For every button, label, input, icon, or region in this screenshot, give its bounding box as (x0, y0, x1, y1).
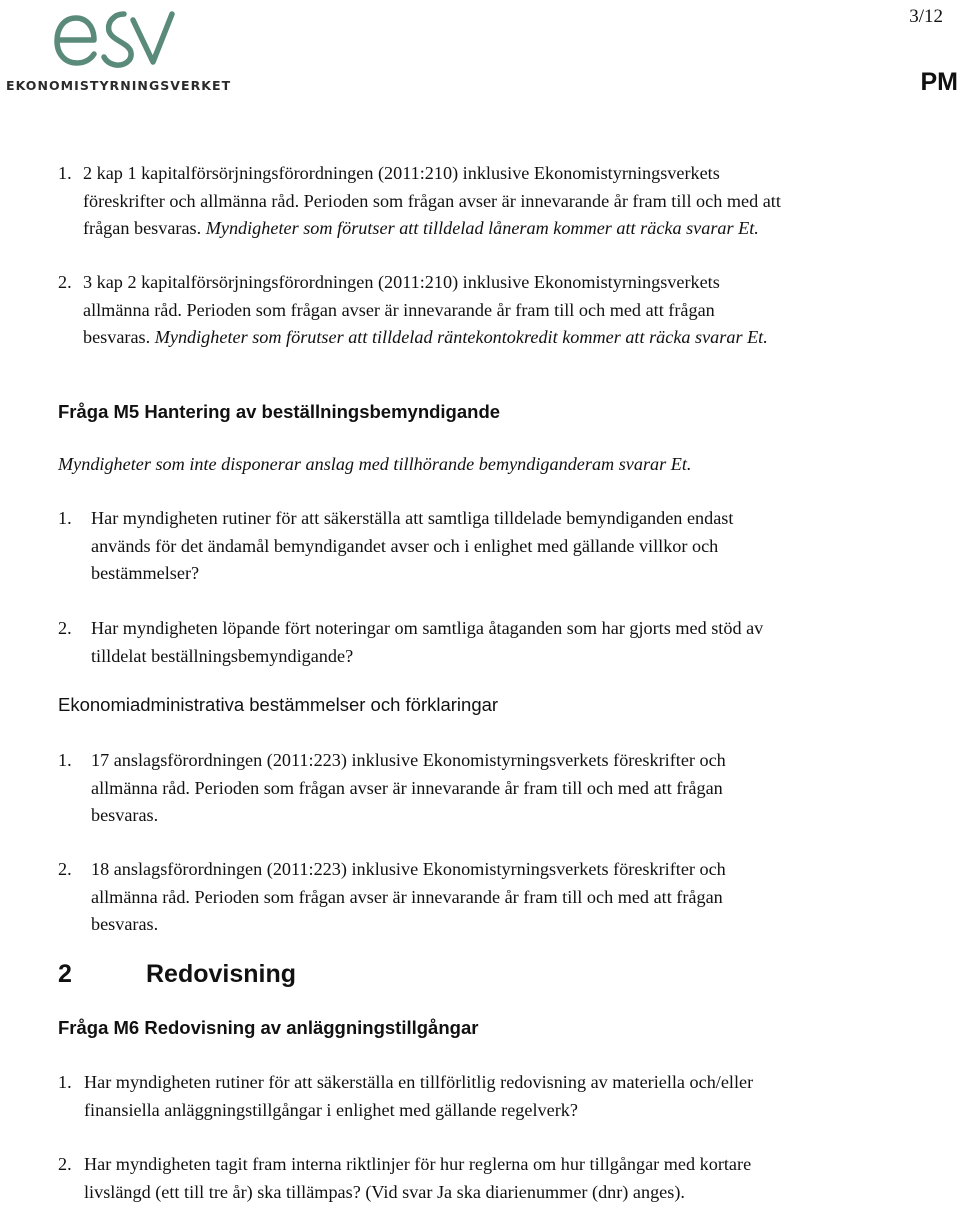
item-italic-note: Myndigheter som förutser att tilldelad låneram kommer att räcka svarar Et. (201, 218, 759, 238)
item-number: 1. (58, 160, 72, 188)
page-number: 3/12 (909, 6, 943, 28)
item-line: Har myndigheten rutiner för att säkerställa en tillförlitlig redovisning av materiella och/eller (84, 1069, 944, 1097)
item-line: Har myndigheten rutiner för att säkerställa att samtliga tilldelade bemyndiganden endast (91, 505, 951, 533)
applicability-note: Myndigheter som inte disponerar anslag med tillhörande bemyndiganderam svarar Et. (58, 451, 691, 479)
item-number: 1. (58, 747, 72, 775)
item-line: livslängd (ett till tre år) ska tillämpas? (Vid svar Ja ska diarienummer (dnr) anges). (84, 1179, 944, 1206)
item-line: föreskrifter och allmänna råd. Perioden som frågan avser är innevarande år fram till och med att (83, 188, 943, 216)
item-line: används för det ändamål bemyndigandet avser och i enlighet med gällande villkor och (91, 533, 951, 561)
item-line: besvaras. (91, 802, 951, 830)
item-line: 2 kap 1 kapitalförsörjningsförordningen (2011:210) inklusive Ekonomistyrningsverkets (83, 160, 943, 188)
item-number: 2. (58, 1151, 72, 1179)
item-line: besvaras. (83, 327, 150, 347)
item-line: besvaras. (91, 911, 951, 939)
item-number: 1. (58, 1069, 72, 1097)
item-line: frågan besvaras. (83, 218, 201, 238)
document-type-label: PM (921, 68, 959, 97)
esv-logo (6, 0, 218, 100)
item-number: 2. (58, 615, 72, 643)
item-line: allmänna råd. Perioden som frågan avser är innevarande år fram till och med att frågan (91, 775, 951, 803)
item-number: 2. (58, 856, 72, 884)
esv-logo-mark-icon (6, 0, 176, 72)
item-number: 2. (58, 269, 72, 297)
item-italic-note: Myndigheter som förutser att tilldelad räntekontokredit kommer att räcka svarar Et. (150, 327, 768, 347)
item-line: tilldelat beställningsbemyndigande? (91, 643, 951, 671)
item-line: Har myndigheten löpande fört noteringar om samtliga åtaganden som har gjorts med stöd av (91, 615, 951, 643)
item-line: allmänna råd. Perioden som frågan avser är innevarande år fram till och med att frågan (91, 884, 951, 912)
question-heading-m6: Fråga M6 Redovisning av anläggningstillgångar (58, 1017, 478, 1039)
item-line: finansiella anläggningstillgångar i enlighet med gällande regelverk? (84, 1097, 944, 1125)
section-title: Redovisning (146, 960, 296, 989)
item-line: 17 anslagsförordningen (2011:223) inklusive Ekonomistyrningsverkets föreskrifter och (91, 747, 951, 775)
section-number: 2 (58, 960, 72, 989)
item-number: 1. (58, 505, 72, 533)
question-heading-m5: Fråga M5 Hantering av beställningsbemyndigande (58, 401, 500, 423)
item-line: allmänna råd. Perioden som frågan avser är innevarande år fram till och med att frågan (83, 297, 943, 325)
logo-wordmark: EKONOMISTYRNINGSVERKET (6, 78, 231, 93)
regulations-subheading: Ekonomiadministrativa bestämmelser och förklaringar (58, 694, 498, 716)
item-line: 3 kap 2 kapitalförsörjningsförordningen (2011:210) inklusive Ekonomistyrningsverkets (83, 269, 943, 297)
item-line: 18 anslagsförordningen (2011:223) inklusive Ekonomistyrningsverkets föreskrifter och (91, 856, 951, 884)
item-line: bestämmelser? (91, 560, 951, 588)
item-line: Har myndigheten tagit fram interna riktlinjer för hur reglerna om hur tillgångar med kortare (84, 1151, 944, 1179)
